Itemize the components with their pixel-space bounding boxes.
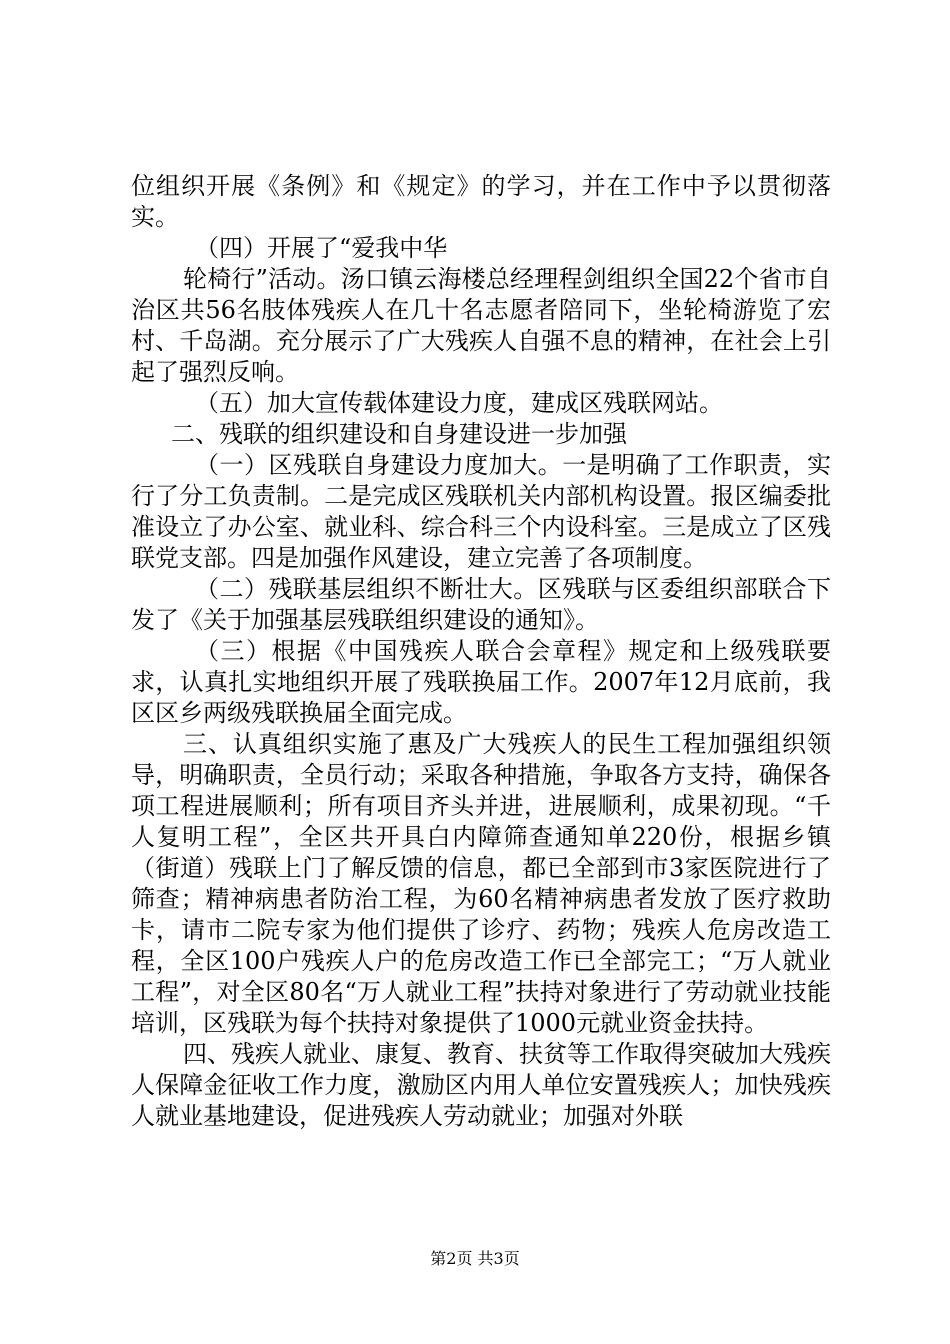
paragraph-self-building: （一）区残联自身建设力度加大。一是明确了工作职责，实行了分工负责制。二是完成区残联机关内部机构设置。报区编委批准设立了办公室、就业科、综合科三个内设科室。三是成立了区残联党支部。四是加强作风建设，建立完善了各项制度。 [131,451,831,572]
paragraph-continuation: 位组织开展《条例》和《规定》的学习，并在工作中予以贯彻落实。 [131,172,831,231]
paragraph-grassroots: （二）残联基层组织不断壮大。区残联与区委组织部联合下发了《关于加强基层残联组织建设的通知》。 [131,575,831,634]
section-heading-2: 二、残联的组织建设和自身建设进一步加强 [171,420,627,448]
section-heading-3: 三、认真组织实施了惠及广大残疾人的民生工程加强组织领导，明确职责，全员行动；采取各种措施，争取各方支持，确保各项工程进展顺利；所有项目齐头并进，进展顺利，成果初现。“千人复明工程”，全区共开具白内障筛查通知单220份，根据乡镇（街道）残联上门了解反馈的信息，都已全部到市3家医院进行了筛查；精神病患者防治工程，为60名精神病患者发放了医疗救助卡，请市二院专家为他们提供了诊疗、药物；残疾人危房改造工程，全区100户残疾人户的危房改造工作已全部完工；“万人就业工程”，对全区80名“万人就业工程”扶持对象进行了劳动就业技能培训，区残联为每个扶持对象提供了1000元就业资金扶持。 [131,730,831,1037]
paragraph-heading-4: （四）开展了“爱我中华 [195,234,448,262]
paragraph-reelection: （三）根据《中国残疾人联合会章程》规定和上级残联要求，认真扎实地组织开展了残联换届工作。2007年12月底前，我区区乡两级残联换届全面完成。 [131,637,831,727]
document-body [131,171,831,1132]
paragraph-heading-5: （五）加大宣传载体建设力度，建成区残联网站。 [195,389,723,417]
page-footer: 第2页 共3页 [430,1249,520,1268]
paragraph-wheelchair-event: 轮椅行”活动。汤口镇云海楼总经理程剑组织全国22个省市自治区共56名肢体残疾人在几十名志愿者陪同下，坐轮椅游览了宏村、千岛湖。充分展示了广大残疾人自强不息的精神，在社会上引起了强烈反响。 [131,265,831,386]
section-heading-4: 四、残疾人就业、康复、教育、扶贫等工作取得突破加大残疾人保障金征收工作力度，激励区内用人单位安置残疾人；加快残疾人就业基地建设，促进残疾人劳动就业；加强对外联 [131,1040,831,1130]
